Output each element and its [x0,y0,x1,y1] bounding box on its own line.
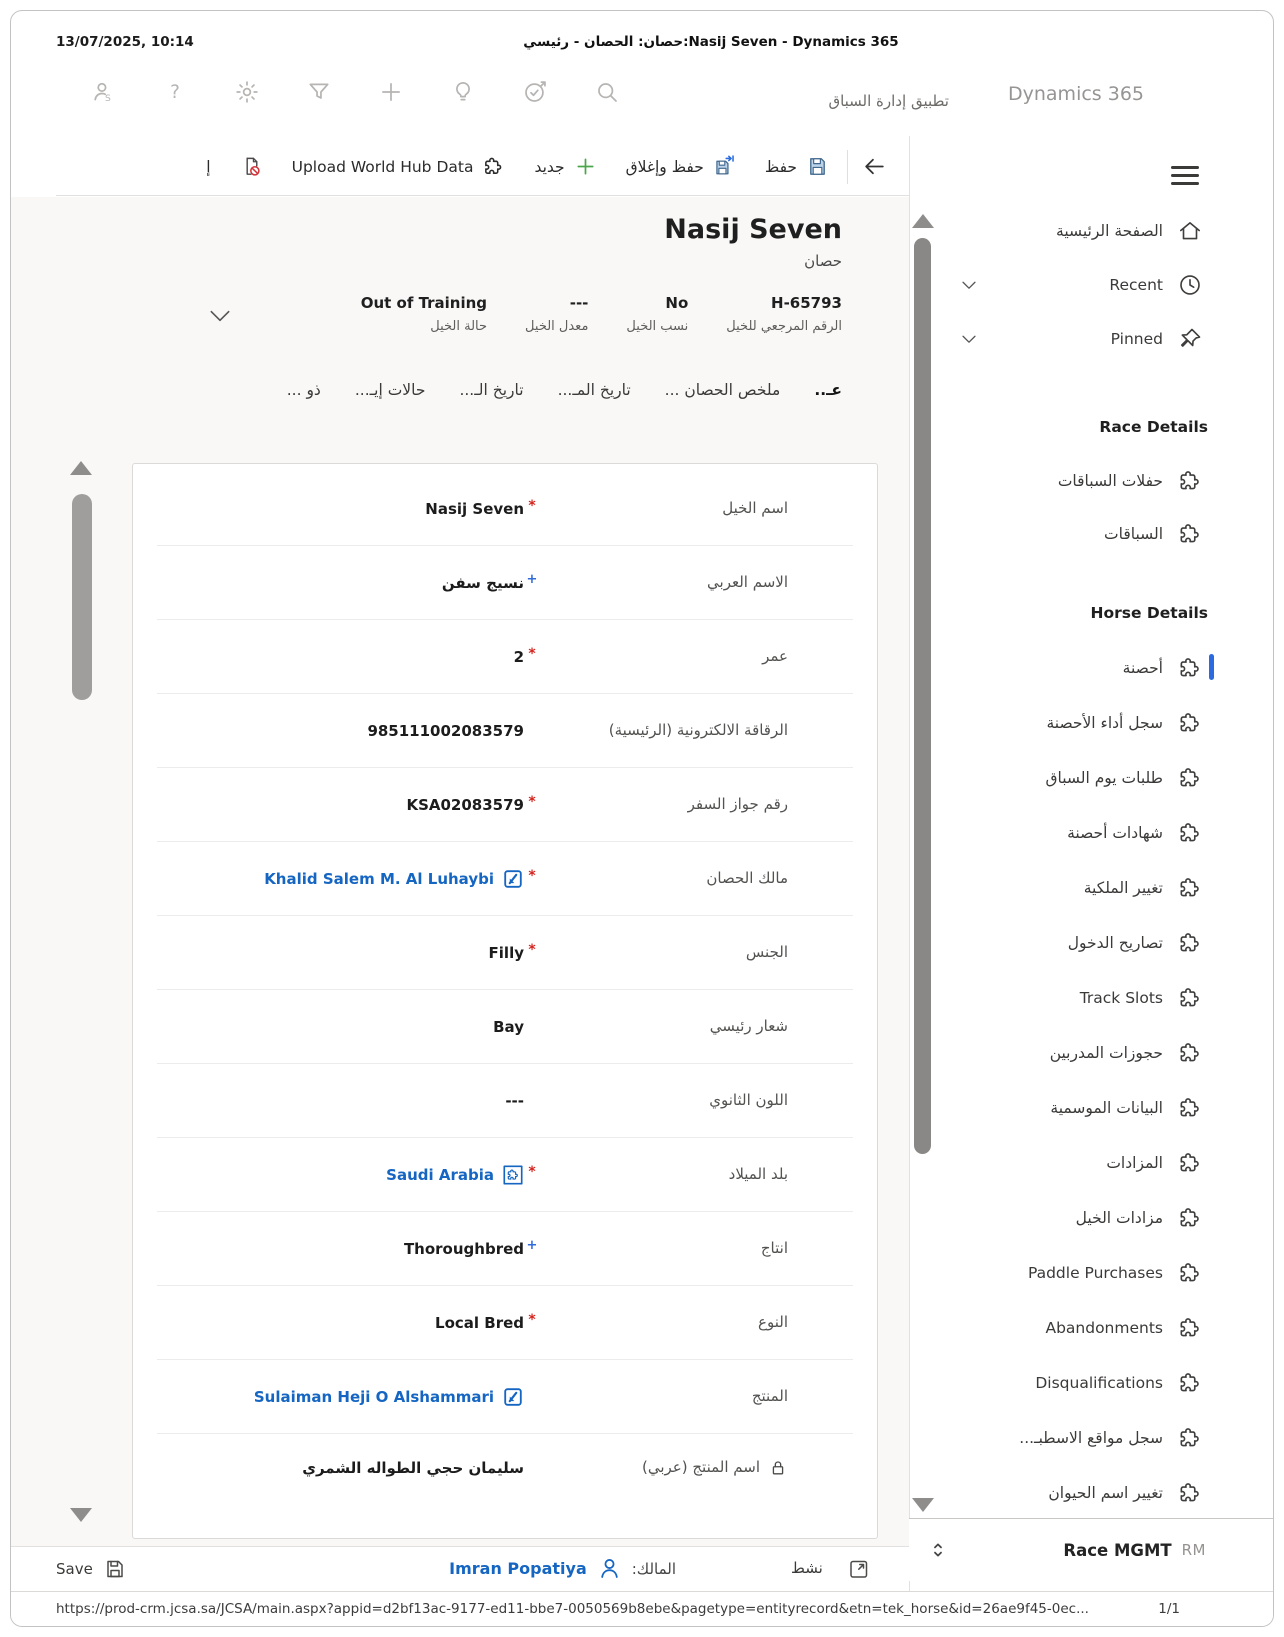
field-value[interactable] [514,648,524,666]
header-summary-value: H-65793 [771,294,842,312]
tab[interactable]: تاريخ المـ... [557,381,631,399]
cmd-button-label: حفظ [764,157,797,176]
form-row [157,620,853,694]
field-value-link[interactable] [254,1386,524,1408]
puzzle-icon [1177,985,1203,1011]
sidebar-item[interactable] [910,805,1274,860]
sidebar-item[interactable] [910,750,1274,805]
field-label-text: مالك الحصان [706,868,788,887]
field-value[interactable] [442,574,524,592]
form-scrollbar-thumb[interactable] [72,494,92,700]
app-switcher-label: Race MGMT [1063,1540,1172,1560]
field-label [540,1164,788,1186]
lock-icon [768,1458,788,1478]
clock-icon [1177,272,1203,298]
app-name: تطبيق إدارة السباق [828,92,949,110]
record-header [361,214,842,334]
add-icon[interactable] [377,77,405,107]
field-label [540,498,788,520]
app-window [10,10,1274,1627]
sidebar-item-label: البيانات الموسمية [1050,1098,1163,1117]
puzzle-icon [1177,875,1203,901]
save-floppy-icon [103,1557,127,1581]
sidebar-item-label: أحصنة [1122,658,1163,677]
puzzle-icon [1177,1315,1203,1341]
page-indicator: 1/1 [1158,1601,1180,1617]
person-icon [596,1555,623,1582]
sidebar-item[interactable] [910,640,1274,695]
puzzle-icon [1177,710,1203,736]
url-bar [11,1591,1274,1627]
field-label-text: الرقاقة الالكترونية (الرئيسية) [608,720,788,739]
field-value-text: KSA02083579 [406,795,524,814]
header-summary-value: --- [569,294,589,312]
header-summary-value: No [665,294,689,312]
field-label-text: الاسم العربي [707,572,788,591]
record-icon [502,1386,524,1408]
form-row [157,546,853,620]
field-value-text: Nasij Seven [425,499,524,518]
window-title-english: :Nasij Seven - Dynamics 365 [683,34,899,50]
cmd-button-add-green[interactable] [534,155,596,178]
field-label [540,572,788,594]
recommended-marker: + [526,1238,538,1253]
field-value[interactable] [367,722,524,740]
field-value-link[interactable] [264,868,524,890]
search-icon[interactable] [593,77,621,107]
sidebar-item[interactable] [910,258,1274,312]
sidebar-item-label: حفلات السباقات [1057,471,1163,490]
field-value[interactable] [404,1240,524,1258]
field-value[interactable] [302,1459,524,1477]
field-label-text: انتاج [760,1238,788,1257]
field-value-text: 985111002083579 [367,721,524,740]
sidebar-item-label: Recent [1109,276,1163,294]
sidebar-item[interactable] [910,860,1274,915]
form-row [157,1138,853,1212]
puzzle-icon [1177,1370,1203,1396]
field-value-text: Filly [488,943,524,962]
form-row [157,1286,853,1360]
puzzle-box-icon [502,1164,524,1186]
field-value-text: Bay [493,1017,524,1036]
field-label-text: اسم المنتج (عربي) [641,1458,760,1477]
field-value[interactable] [435,1314,524,1332]
chevron-down-icon[interactable] [958,274,980,296]
tab[interactable]: حالات إيـ... [354,381,426,399]
puzzle-icon [1177,930,1203,956]
field-label-text: رقم جواز السفر [687,794,788,813]
owner-field [449,1555,676,1582]
sidebar-item-label: Disqualifications [1035,1373,1163,1392]
field-value-text: 2 [513,647,524,666]
sidebar-item[interactable] [910,695,1274,750]
form-row [157,1212,853,1286]
field-value[interactable] [493,1018,524,1036]
svg-text:?: ? [170,81,180,103]
sidebar-scroll-down-arrow[interactable] [912,1498,934,1512]
settings-icon[interactable] [233,77,261,107]
record-entity-type: حصان [804,252,842,270]
dynamics-brand: Dynamics 365 [1008,83,1144,105]
sidebar-item-label: تصاريح الدخول [1067,933,1163,952]
sidebar-item-label: طلبات يوم السباق [1045,768,1163,787]
page-url[interactable]: https://prod-crm.jcsa.sa/JCSA/main.aspx?appid=d2bf13ac-9177-ed11-bbe7-0050569b8ebe&pagetype=entityrecord&etn=tek_horse&id=26ae9f45-0ec... [56,1601,1089,1617]
sidebar-item-label: المزادات [1106,1153,1163,1172]
form-scroll-down-arrow[interactable] [70,1508,92,1522]
app-initials-badge: RM [1181,1541,1206,1559]
field-value-link[interactable] [386,1164,524,1186]
form-row [157,1064,853,1138]
puzzle-icon [1177,468,1203,494]
sidebar-item-label: Abandonments [1045,1318,1163,1337]
app-switcher-updown-icon[interactable] [925,1537,951,1563]
field-value-text: سليمان حجي الطواله الشمري [302,1459,524,1477]
sitemap-sidebar [909,136,1274,1591]
field-label-text: النوع [758,1312,788,1331]
filter-icon[interactable] [305,77,333,107]
required-marker: * [528,1311,536,1328]
field-value[interactable] [505,1092,524,1110]
sidebar-section-header: Race Details [1099,418,1208,436]
field-label [540,942,788,964]
sidebar-item[interactable] [910,970,1274,1025]
sidebar-item[interactable] [910,1465,1274,1520]
sidebar-item[interactable] [910,1410,1274,1465]
owner-label: المالك: [631,1559,676,1578]
field-value-text: Sulaiman Heji O Alshammari [253,1387,494,1406]
header-summary-label: حالة الخيل [430,319,488,334]
tab[interactable]: ملخص الحصان ... [664,381,781,399]
field-value[interactable] [425,500,524,518]
form-row [157,842,853,916]
sitemap-nav [910,204,1274,1520]
sidebar-item-label: الصفحة الرئيسية [1056,222,1163,240]
required-marker: * [528,793,536,810]
save-button[interactable] [56,1557,127,1581]
puzzle-icon [1177,1480,1203,1506]
tab[interactable]: تاريخ الـ... [459,381,524,399]
save-close-icon [713,155,736,178]
field-label-text: عمر [762,646,788,665]
window-title-arabic: حصان: الحصان - رئيسي [523,34,684,50]
sidebar-item[interactable] [910,1190,1274,1245]
sidebar-item-label: حجوزات المدربين [1049,1043,1163,1062]
puzzle-icon [1177,521,1203,547]
sidebar-item-label: Paddle Purchases [1027,1263,1163,1282]
puzzle-icon [1177,1150,1203,1176]
sidebar-item-label: Pinned [1110,330,1163,348]
field-label [540,1457,788,1479]
field-label [540,1312,788,1334]
field-value[interactable] [489,944,524,962]
sidebar-item[interactable] [910,1245,1274,1300]
header-summary-label: نسب الخيل [626,319,689,334]
svg-text:S: S [104,93,111,105]
sidebar-item-label: Track Slots [1079,988,1163,1007]
sidebar-item[interactable] [910,1135,1274,1190]
field-label-text: بلد الميلاد [728,1164,788,1183]
tab[interactable]: عـ.. [814,381,842,399]
help-icon[interactable] [161,77,189,107]
field-label-text: المنتج [751,1386,788,1405]
record-state: نشط [791,1559,823,1577]
cmd-button-label: حفظ وإغلاق [625,157,704,176]
header-summary-label: معدل الخيل [525,319,589,334]
sidebar-item-label: مزادات الخيل [1075,1208,1163,1227]
browser-action-icons [89,77,621,107]
sidebar-footer[interactable] [909,1519,1274,1581]
form-row [157,472,853,546]
form-row [157,768,853,842]
header-summary-field [525,294,588,334]
window-datetime: 13/07/2025, 10:14 [56,34,194,50]
header-summary-label: الرقم المرجعي للخيل [726,319,842,334]
cmd-button-deactivate[interactable] [240,155,263,178]
sidebar-item[interactable] [910,507,1274,560]
cmd-button-save-close[interactable] [626,155,736,178]
field-value-text: --- [505,1091,524,1110]
field-label [540,720,788,742]
chevron-down-icon[interactable] [958,328,980,350]
puzzle-icon [1177,1425,1203,1451]
header-collapse-chevron-icon[interactable] [204,303,236,329]
add-green-icon [574,155,597,178]
puzzle-icon [1177,1095,1203,1121]
user-s-icon[interactable] [89,77,117,107]
recommended-marker: + [526,572,538,587]
field-label [540,1386,788,1408]
record-icon [502,868,524,890]
sidebar-item-label: سجل مواقع الاسطبـ... [1019,1428,1163,1447]
field-value-text: Khalid Salem M. Al Luhaybi [264,869,494,888]
header-summary-field [726,294,842,334]
field-label-text: اللون الثانوي [709,1090,788,1109]
required-marker: * [528,941,536,958]
field-label [540,868,788,890]
field-label-text: الجنس [745,942,788,961]
back-arrow-icon[interactable] [862,154,887,179]
puzzle-icon [1177,1040,1203,1066]
puzzle-icon [1177,820,1203,846]
puzzle-icon [1177,655,1203,681]
form-scroll-up-arrow[interactable] [70,461,92,475]
expand-icon[interactable] [847,1557,871,1581]
field-label [540,1238,788,1260]
command-bar [56,138,909,196]
sidebar-item[interactable] [910,1355,1274,1410]
field-value-text: Thoroughbred [403,1239,524,1258]
tab[interactable]: ذو ... [286,381,321,399]
header-summary-value: Out of Training [360,294,488,312]
sidebar-item-label: سجل أداء الأحصنة [1046,713,1163,732]
record-title: Nasij Seven [664,214,842,245]
sidebar-item-label: شهادات أحصنة [1067,823,1163,842]
field-label [540,794,788,816]
puzzle-icon [1177,1260,1203,1286]
sitemap-toggle-icon[interactable] [1171,166,1199,190]
field-label [540,646,788,668]
home-icon [1177,218,1203,244]
owner-value-link[interactable]: Imran Popatiya [449,1559,587,1578]
command-bar-divider [847,150,848,184]
puzzle-icon [1177,1205,1203,1231]
field-value-text: نسيج سفن [441,573,524,592]
save-icon [806,155,829,178]
cmd-button-save[interactable] [765,155,829,178]
header-summary-field [626,294,688,334]
lightbulb-icon[interactable] [449,77,477,107]
sidebar-item[interactable] [910,1080,1274,1135]
puzzle-icon [1177,765,1203,791]
cmd-button-label: إ [206,157,211,176]
sidebar-item-label: تغيير اسم الحيوان [1048,1483,1163,1502]
form-status-bar [11,1546,909,1591]
record-header-summary [361,294,842,334]
field-label [540,1090,788,1112]
field-label [540,1016,788,1038]
header-summary-field [361,294,487,334]
form-row [157,1360,853,1434]
deactivate-icon [240,155,263,178]
check-circle-icon[interactable] [521,77,549,107]
sidebar-item-label: السباقات [1104,524,1163,543]
form-section-card [132,463,878,1539]
form-row [157,694,853,768]
sidebar-section-header: Horse Details [1090,604,1208,622]
field-value-text: Saudi Arabia [386,1165,494,1184]
sidebar-item[interactable] [910,454,1274,507]
puzzle-icon [482,155,505,178]
cmd-button-label[interactable] [206,158,210,176]
sidebar-item[interactable] [910,312,1274,366]
field-label-text: شعار رئيسي [709,1016,788,1035]
required-marker: * [528,645,536,662]
cmd-button-puzzle[interactable] [292,155,506,178]
sidebar-item[interactable] [910,1025,1274,1080]
window-title [391,34,1031,50]
field-value-text: Local Bred [435,1313,524,1332]
sidebar-scroll-up-arrow[interactable] [912,214,934,228]
sidebar-scrollbar-thumb[interactable] [914,238,931,1154]
form-tabs [287,381,842,399]
sidebar-item[interactable] [910,204,1274,258]
form-row [157,1434,853,1502]
sidebar-item[interactable] [910,915,1274,970]
field-label-text: اسم الخيل [722,498,788,517]
form-row [157,916,853,990]
sidebar-item-label: تغيير الملكية [1083,878,1163,897]
cmd-button-label: جديد [534,157,565,176]
field-value[interactable] [406,796,524,814]
sidebar-item[interactable] [910,1300,1274,1355]
save-button-label: Save [56,1560,93,1578]
required-marker: * [528,1163,536,1180]
form-row [157,990,853,1064]
pin-icon [1177,326,1203,352]
required-marker: * [528,867,536,884]
cmd-button-label: Upload World Hub Data [291,157,474,176]
required-marker: * [528,497,536,514]
